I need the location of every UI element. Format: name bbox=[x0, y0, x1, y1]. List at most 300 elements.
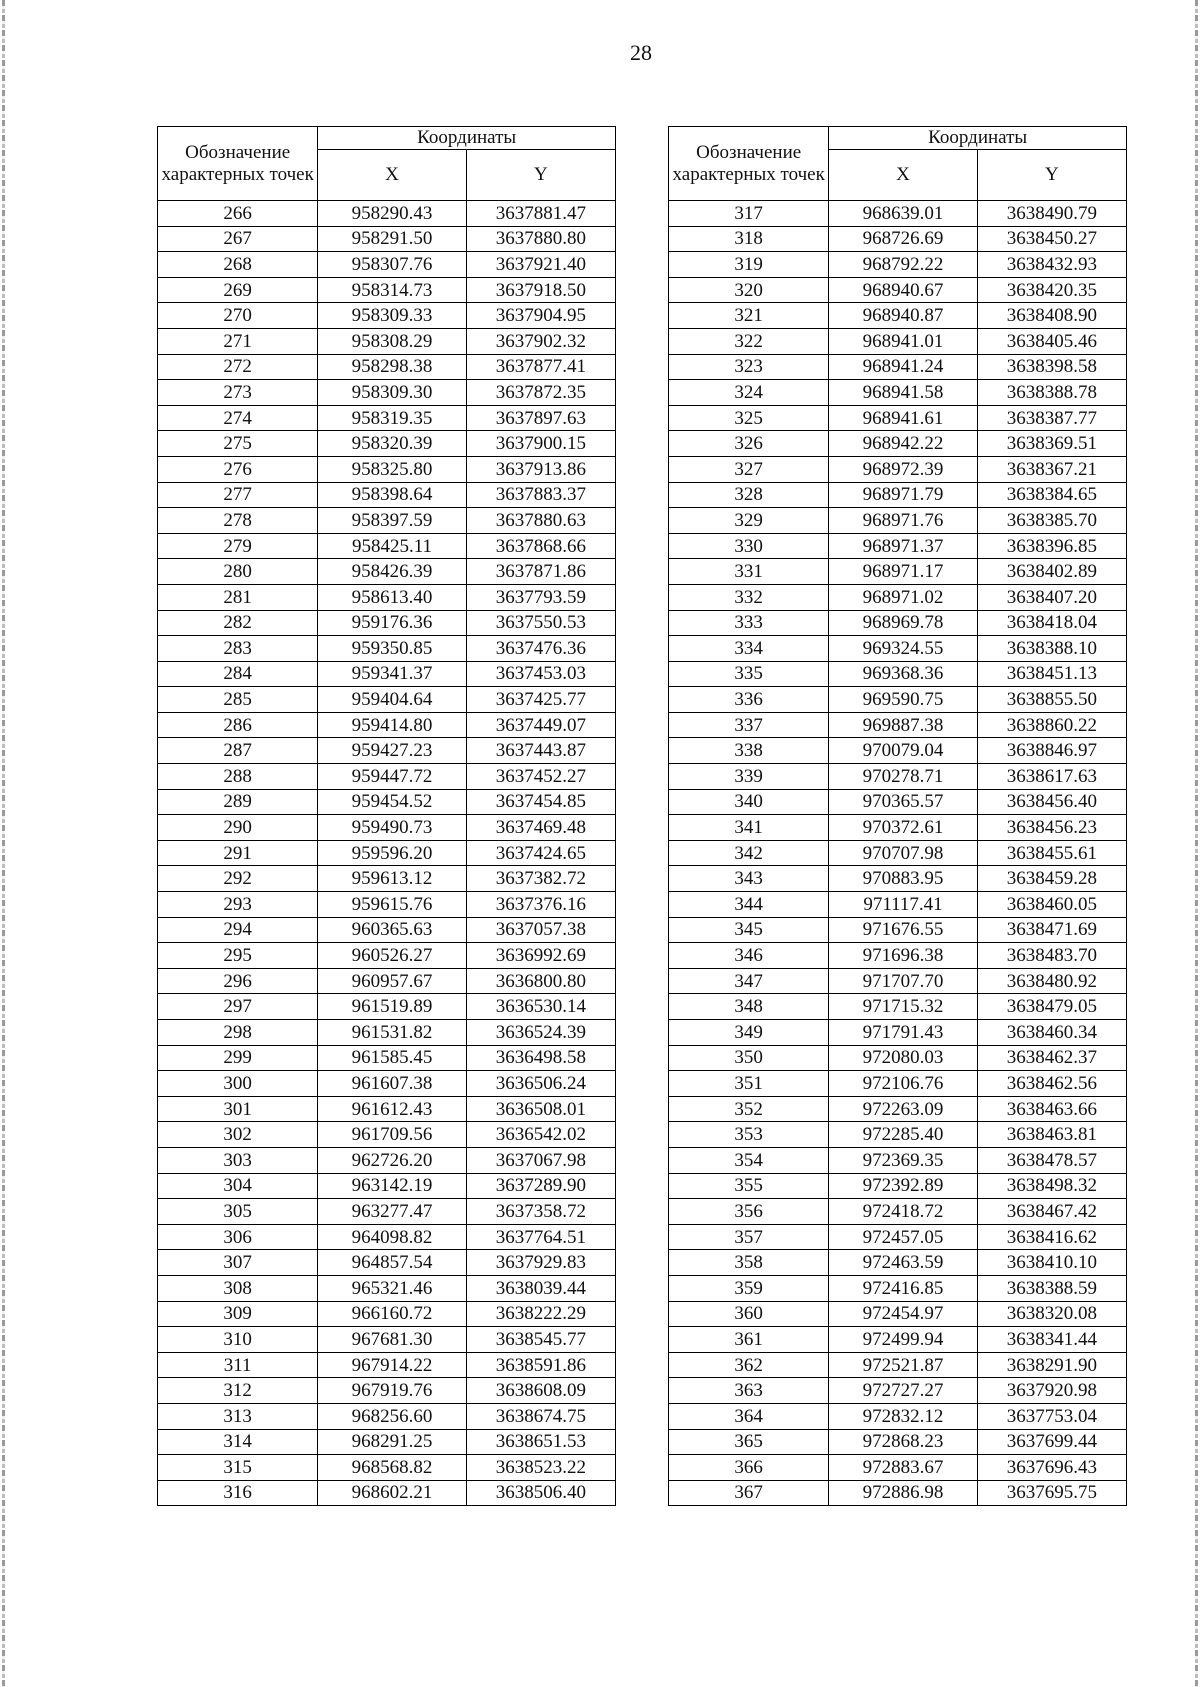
scan-edge-left bbox=[2, 0, 5, 1687]
coords-header: Координаты bbox=[829, 127, 1127, 150]
table-row bbox=[158, 1301, 616, 1327]
y-coordinate-cell: 3637696.43 bbox=[977, 1455, 1126, 1481]
y-coordinate-cell: 3638222.29 bbox=[466, 1301, 615, 1327]
y-coordinate-cell: 3637880.80 bbox=[466, 226, 615, 252]
y-coordinate-cell: 3637877.41 bbox=[466, 354, 615, 380]
table-row bbox=[158, 303, 616, 329]
x-coordinate-cell: 968568.82 bbox=[318, 1455, 466, 1481]
table-row bbox=[669, 1275, 1127, 1301]
point-id-cell: 274 bbox=[158, 405, 318, 431]
x-coordinate-cell: 959454.52 bbox=[318, 789, 466, 815]
table-row bbox=[158, 687, 616, 713]
y-coordinate-cell: 3638398.58 bbox=[977, 354, 1126, 380]
point-id-cell: 280 bbox=[158, 559, 318, 585]
table-row bbox=[158, 636, 616, 662]
y-coordinate-cell: 3637057.38 bbox=[466, 917, 615, 943]
point-header: Обозначение характерных точек bbox=[158, 127, 318, 201]
y-coordinate-cell: 3636800.80 bbox=[466, 968, 615, 994]
x-coordinate-cell: 968971.17 bbox=[829, 559, 977, 585]
point-id-cell: 349 bbox=[669, 1020, 829, 1046]
table-row bbox=[158, 943, 616, 969]
y-coordinate-cell: 3638463.66 bbox=[977, 1096, 1126, 1122]
point-id-cell: 299 bbox=[158, 1045, 318, 1071]
table-row bbox=[669, 1147, 1127, 1173]
table-row bbox=[669, 636, 1127, 662]
x-coordinate-cell: 960957.67 bbox=[318, 968, 466, 994]
x-coordinate-cell: 972499.94 bbox=[829, 1327, 977, 1353]
x-coordinate-cell: 970883.95 bbox=[829, 866, 977, 892]
table-row bbox=[158, 456, 616, 482]
y-coordinate-cell: 3638369.51 bbox=[977, 431, 1126, 457]
x-coordinate-cell: 958319.35 bbox=[318, 405, 466, 431]
point-id-cell: 345 bbox=[669, 917, 829, 943]
point-id-cell: 336 bbox=[669, 687, 829, 713]
table-row bbox=[669, 840, 1127, 866]
table-row bbox=[669, 328, 1127, 354]
x-coordinate-cell: 959596.20 bbox=[318, 840, 466, 866]
x-coordinate-cell: 968256.60 bbox=[318, 1403, 466, 1429]
x-coordinate-cell: 971696.38 bbox=[829, 943, 977, 969]
point-id-cell: 272 bbox=[158, 354, 318, 380]
point-id-cell: 267 bbox=[158, 226, 318, 252]
x-coordinate-cell: 968941.01 bbox=[829, 328, 977, 354]
y-coordinate-cell: 3637900.15 bbox=[466, 431, 615, 457]
table-row bbox=[669, 1096, 1127, 1122]
y-coordinate-cell: 3637695.75 bbox=[977, 1480, 1126, 1506]
y-coordinate-cell: 3636992.69 bbox=[466, 943, 615, 969]
table-row bbox=[158, 1352, 616, 1378]
x-coordinate-cell: 972886.98 bbox=[829, 1480, 977, 1506]
table-row bbox=[158, 968, 616, 994]
table-row bbox=[669, 1173, 1127, 1199]
y-coordinate-cell: 3637699.44 bbox=[977, 1429, 1126, 1455]
point-id-cell: 362 bbox=[669, 1352, 829, 1378]
y-coordinate-cell: 3637453.03 bbox=[466, 661, 615, 687]
table-row bbox=[158, 277, 616, 303]
x-coordinate-cell: 969887.38 bbox=[829, 712, 977, 738]
x-coordinate-cell: 968971.37 bbox=[829, 533, 977, 559]
x-header: X bbox=[829, 150, 977, 201]
x-coordinate-cell: 968940.67 bbox=[829, 277, 977, 303]
y-coordinate-cell: 3637476.36 bbox=[466, 636, 615, 662]
point-id-cell: 319 bbox=[669, 252, 829, 278]
y-coordinate-cell: 3637764.51 bbox=[466, 1224, 615, 1250]
x-coordinate-cell: 959350.85 bbox=[318, 636, 466, 662]
y-coordinate-cell: 3638462.37 bbox=[977, 1045, 1126, 1071]
y-coordinate-cell: 3637920.98 bbox=[977, 1378, 1126, 1404]
y-coordinate-cell: 3638591.86 bbox=[466, 1352, 615, 1378]
x-coordinate-cell: 960365.63 bbox=[318, 917, 466, 943]
point-id-cell: 324 bbox=[669, 380, 829, 406]
x-coordinate-cell: 972106.76 bbox=[829, 1071, 977, 1097]
y-coordinate-cell: 3637883.37 bbox=[466, 482, 615, 508]
point-id-cell: 355 bbox=[669, 1173, 829, 1199]
y-coordinate-cell: 3638523.22 bbox=[466, 1455, 615, 1481]
x-coordinate-cell: 958320.39 bbox=[318, 431, 466, 457]
y-coordinate-cell: 3637469.48 bbox=[466, 815, 615, 841]
x-coordinate-cell: 970372.61 bbox=[829, 815, 977, 841]
x-coordinate-cell: 958309.30 bbox=[318, 380, 466, 406]
y-coordinate-cell: 3638855.50 bbox=[977, 687, 1126, 713]
point-id-cell: 305 bbox=[158, 1199, 318, 1225]
table-row bbox=[669, 1122, 1127, 1148]
y-coordinate-cell: 3638367.21 bbox=[977, 456, 1126, 482]
point-header: Обозначение характерных точек bbox=[669, 127, 829, 201]
point-id-cell: 342 bbox=[669, 840, 829, 866]
point-id-cell: 346 bbox=[669, 943, 829, 969]
point-id-cell: 271 bbox=[158, 328, 318, 354]
point-id-cell: 306 bbox=[158, 1224, 318, 1250]
y-coordinate-cell: 3638456.23 bbox=[977, 815, 1126, 841]
table-row bbox=[669, 354, 1127, 380]
x-coordinate-cell: 970365.57 bbox=[829, 789, 977, 815]
x-coordinate-cell: 972454.97 bbox=[829, 1301, 977, 1327]
page-number: 28 bbox=[630, 40, 652, 65]
table-row bbox=[669, 1403, 1127, 1429]
point-id-cell: 287 bbox=[158, 738, 318, 764]
x-coordinate-cell: 963277.47 bbox=[318, 1199, 466, 1225]
table-row bbox=[669, 533, 1127, 559]
table-row bbox=[669, 431, 1127, 457]
table-body-right bbox=[669, 201, 1127, 1506]
y-coordinate-cell: 3638545.77 bbox=[466, 1327, 615, 1353]
x-coordinate-cell: 958425.11 bbox=[318, 533, 466, 559]
table-row bbox=[669, 1224, 1127, 1250]
point-id-cell: 288 bbox=[158, 764, 318, 790]
x-coordinate-cell: 958308.29 bbox=[318, 328, 466, 354]
point-id-cell: 289 bbox=[158, 789, 318, 815]
table-row bbox=[158, 994, 616, 1020]
x-coordinate-cell: 972457.05 bbox=[829, 1224, 977, 1250]
point-id-cell: 365 bbox=[669, 1429, 829, 1455]
x-coordinate-cell: 972883.67 bbox=[829, 1455, 977, 1481]
point-id-cell: 270 bbox=[158, 303, 318, 329]
point-id-cell: 307 bbox=[158, 1250, 318, 1276]
x-coordinate-cell: 972080.03 bbox=[829, 1045, 977, 1071]
y-coordinate-cell: 3638463.81 bbox=[977, 1122, 1126, 1148]
y-coordinate-cell: 3637918.50 bbox=[466, 277, 615, 303]
point-id-cell: 318 bbox=[669, 226, 829, 252]
x-coordinate-cell: 959404.64 bbox=[318, 687, 466, 713]
point-id-cell: 351 bbox=[669, 1071, 829, 1097]
table-row bbox=[158, 1096, 616, 1122]
table-row bbox=[669, 405, 1127, 431]
x-coordinate-cell: 959613.12 bbox=[318, 866, 466, 892]
y-coordinate-cell: 3636542.02 bbox=[466, 1122, 615, 1148]
table-row bbox=[158, 1122, 616, 1148]
y-header: Y bbox=[977, 150, 1126, 201]
point-id-cell: 348 bbox=[669, 994, 829, 1020]
x-coordinate-cell: 968971.02 bbox=[829, 584, 977, 610]
point-id-cell: 298 bbox=[158, 1020, 318, 1046]
table-row bbox=[158, 1199, 616, 1225]
point-id-cell: 358 bbox=[669, 1250, 829, 1276]
y-coordinate-cell: 3638320.08 bbox=[977, 1301, 1126, 1327]
coords-header: Координаты bbox=[318, 127, 616, 150]
x-coordinate-cell: 958397.59 bbox=[318, 508, 466, 534]
y-coordinate-cell: 3636508.01 bbox=[466, 1096, 615, 1122]
y-coordinate-cell: 3638651.53 bbox=[466, 1429, 615, 1455]
table-row bbox=[669, 1071, 1127, 1097]
x-coordinate-cell: 958314.73 bbox=[318, 277, 466, 303]
y-coordinate-cell: 3638385.70 bbox=[977, 508, 1126, 534]
y-coordinate-cell: 3638420.35 bbox=[977, 277, 1126, 303]
coordinates-table-left bbox=[157, 126, 616, 1506]
point-id-cell: 359 bbox=[669, 1275, 829, 1301]
y-coordinate-cell: 3638460.34 bbox=[977, 1020, 1126, 1046]
table-row bbox=[669, 1045, 1127, 1071]
point-id-cell: 367 bbox=[669, 1480, 829, 1506]
point-id-cell: 333 bbox=[669, 610, 829, 636]
point-id-cell: 303 bbox=[158, 1147, 318, 1173]
y-coordinate-cell: 3638387.77 bbox=[977, 405, 1126, 431]
point-id-cell: 284 bbox=[158, 661, 318, 687]
table-row bbox=[669, 815, 1127, 841]
x-coordinate-cell: 961709.56 bbox=[318, 1122, 466, 1148]
table-row bbox=[158, 892, 616, 918]
y-coordinate-cell: 3638479.05 bbox=[977, 994, 1126, 1020]
x-coordinate-cell: 969590.75 bbox=[829, 687, 977, 713]
table-row bbox=[158, 815, 616, 841]
y-coordinate-cell: 3637897.63 bbox=[466, 405, 615, 431]
x-coordinate-cell: 970079.04 bbox=[829, 738, 977, 764]
y-coordinate-cell: 3638490.79 bbox=[977, 201, 1126, 227]
point-id-cell: 337 bbox=[669, 712, 829, 738]
x-coordinate-cell: 968969.78 bbox=[829, 610, 977, 636]
x-coordinate-cell: 958325.80 bbox=[318, 456, 466, 482]
point-id-cell: 314 bbox=[158, 1429, 318, 1455]
point-id-cell: 321 bbox=[669, 303, 829, 329]
coordinates-table-right bbox=[668, 126, 1127, 1506]
x-coordinate-cell: 958291.50 bbox=[318, 226, 466, 252]
table-row bbox=[669, 380, 1127, 406]
y-coordinate-cell: 3638341.44 bbox=[977, 1327, 1126, 1353]
x-coordinate-cell: 972521.87 bbox=[829, 1352, 977, 1378]
y-coordinate-cell: 3638432.93 bbox=[977, 252, 1126, 278]
point-id-cell: 285 bbox=[158, 687, 318, 713]
point-id-cell: 309 bbox=[158, 1301, 318, 1327]
x-coordinate-cell: 971715.32 bbox=[829, 994, 977, 1020]
x-header: X bbox=[318, 150, 466, 201]
y-coordinate-cell: 3638450.27 bbox=[977, 226, 1126, 252]
y-coordinate-cell: 3638396.85 bbox=[977, 533, 1126, 559]
point-id-cell: 312 bbox=[158, 1378, 318, 1404]
point-id-cell: 308 bbox=[158, 1275, 318, 1301]
point-id-cell: 266 bbox=[158, 201, 318, 227]
x-coordinate-cell: 959447.72 bbox=[318, 764, 466, 790]
table-row bbox=[158, 1275, 616, 1301]
point-id-cell: 291 bbox=[158, 840, 318, 866]
point-id-cell: 322 bbox=[669, 328, 829, 354]
x-coordinate-cell: 958298.38 bbox=[318, 354, 466, 380]
table-row bbox=[158, 1173, 616, 1199]
y-coordinate-cell: 3638467.42 bbox=[977, 1199, 1126, 1225]
table-row bbox=[669, 1429, 1127, 1455]
x-coordinate-cell: 968941.24 bbox=[829, 354, 977, 380]
x-coordinate-cell: 972868.23 bbox=[829, 1429, 977, 1455]
x-coordinate-cell: 972463.59 bbox=[829, 1250, 977, 1276]
table-row bbox=[158, 712, 616, 738]
table-row bbox=[669, 892, 1127, 918]
table-row bbox=[158, 1327, 616, 1353]
y-coordinate-cell: 3638451.13 bbox=[977, 661, 1126, 687]
y-coordinate-cell: 3637424.65 bbox=[466, 840, 615, 866]
point-id-cell: 302 bbox=[158, 1122, 318, 1148]
table-row bbox=[158, 584, 616, 610]
point-id-cell: 340 bbox=[669, 789, 829, 815]
table-row bbox=[158, 1045, 616, 1071]
point-id-cell: 276 bbox=[158, 456, 318, 482]
table-row bbox=[669, 661, 1127, 687]
y-coordinate-cell: 3638410.10 bbox=[977, 1250, 1126, 1276]
y-coordinate-cell: 3638384.65 bbox=[977, 482, 1126, 508]
x-coordinate-cell: 972263.09 bbox=[829, 1096, 977, 1122]
point-id-cell: 277 bbox=[158, 482, 318, 508]
point-id-cell: 268 bbox=[158, 252, 318, 278]
table-row bbox=[669, 277, 1127, 303]
point-id-cell: 295 bbox=[158, 943, 318, 969]
point-id-cell: 304 bbox=[158, 1173, 318, 1199]
x-coordinate-cell: 971707.70 bbox=[829, 968, 977, 994]
y-coordinate-cell: 3637793.59 bbox=[466, 584, 615, 610]
table-row bbox=[158, 1480, 616, 1506]
x-coordinate-cell: 968940.87 bbox=[829, 303, 977, 329]
point-id-cell: 313 bbox=[158, 1403, 318, 1429]
y-coordinate-cell: 3637454.85 bbox=[466, 789, 615, 815]
point-id-cell: 316 bbox=[158, 1480, 318, 1506]
table-row bbox=[669, 201, 1127, 227]
point-id-cell: 269 bbox=[158, 277, 318, 303]
point-id-cell: 347 bbox=[669, 968, 829, 994]
table-body-left bbox=[158, 201, 616, 1506]
y-coordinate-cell: 3637880.63 bbox=[466, 508, 615, 534]
x-coordinate-cell: 959427.23 bbox=[318, 738, 466, 764]
y-coordinate-cell: 3638388.78 bbox=[977, 380, 1126, 406]
point-id-cell: 281 bbox=[158, 584, 318, 610]
y-coordinate-cell: 3638506.40 bbox=[466, 1480, 615, 1506]
y-coordinate-cell: 3638405.46 bbox=[977, 328, 1126, 354]
x-coordinate-cell: 958426.39 bbox=[318, 559, 466, 585]
y-coordinate-cell: 3638860.22 bbox=[977, 712, 1126, 738]
y-coordinate-cell: 3636530.14 bbox=[466, 994, 615, 1020]
table-row bbox=[669, 1327, 1127, 1353]
x-coordinate-cell: 968602.21 bbox=[318, 1480, 466, 1506]
x-coordinate-cell: 967914.22 bbox=[318, 1352, 466, 1378]
y-coordinate-cell: 3638291.90 bbox=[977, 1352, 1126, 1378]
point-id-cell: 311 bbox=[158, 1352, 318, 1378]
point-id-cell: 357 bbox=[669, 1224, 829, 1250]
table-row bbox=[669, 559, 1127, 585]
point-id-cell: 330 bbox=[669, 533, 829, 559]
x-coordinate-cell: 969324.55 bbox=[829, 636, 977, 662]
table-row bbox=[669, 789, 1127, 815]
table-row bbox=[158, 764, 616, 790]
point-id-cell: 300 bbox=[158, 1071, 318, 1097]
y-coordinate-cell: 3637902.32 bbox=[466, 328, 615, 354]
y-coordinate-cell: 3638617.63 bbox=[977, 764, 1126, 790]
table-row bbox=[669, 1301, 1127, 1327]
table-row bbox=[158, 789, 616, 815]
y-coordinate-cell: 3638483.70 bbox=[977, 943, 1126, 969]
x-coordinate-cell: 972369.35 bbox=[829, 1147, 977, 1173]
table-row bbox=[158, 1455, 616, 1481]
y-coordinate-cell: 3638416.62 bbox=[977, 1224, 1126, 1250]
point-id-cell: 356 bbox=[669, 1199, 829, 1225]
table-row bbox=[158, 252, 616, 278]
point-id-cell: 329 bbox=[669, 508, 829, 534]
point-id-cell: 290 bbox=[158, 815, 318, 841]
x-coordinate-cell: 969368.36 bbox=[829, 661, 977, 687]
y-coordinate-cell: 3638456.40 bbox=[977, 789, 1126, 815]
y-coordinate-cell: 3638674.75 bbox=[466, 1403, 615, 1429]
y-coordinate-cell: 3637881.47 bbox=[466, 201, 615, 227]
y-coordinate-cell: 3638455.61 bbox=[977, 840, 1126, 866]
table-row bbox=[669, 456, 1127, 482]
table-row bbox=[158, 354, 616, 380]
point-id-cell: 341 bbox=[669, 815, 829, 841]
y-coordinate-cell: 3637871.86 bbox=[466, 559, 615, 585]
table-row bbox=[669, 968, 1127, 994]
y-coordinate-cell: 3638408.90 bbox=[977, 303, 1126, 329]
table-row bbox=[669, 1480, 1127, 1506]
point-id-cell: 361 bbox=[669, 1327, 829, 1353]
point-id-cell: 310 bbox=[158, 1327, 318, 1353]
x-coordinate-cell: 971117.41 bbox=[829, 892, 977, 918]
table-row bbox=[669, 994, 1127, 1020]
table-row bbox=[669, 866, 1127, 892]
point-id-cell: 296 bbox=[158, 968, 318, 994]
x-coordinate-cell: 968942.22 bbox=[829, 431, 977, 457]
x-coordinate-cell: 958290.43 bbox=[318, 201, 466, 227]
point-id-cell: 320 bbox=[669, 277, 829, 303]
y-coordinate-cell: 3638418.04 bbox=[977, 610, 1126, 636]
y-coordinate-cell: 3637382.72 bbox=[466, 866, 615, 892]
table-row bbox=[158, 1403, 616, 1429]
point-id-cell: 350 bbox=[669, 1045, 829, 1071]
table-row bbox=[158, 1147, 616, 1173]
y-header: Y bbox=[466, 150, 615, 201]
y-coordinate-cell: 3636524.39 bbox=[466, 1020, 615, 1046]
x-coordinate-cell: 959414.80 bbox=[318, 712, 466, 738]
y-coordinate-cell: 3638407.20 bbox=[977, 584, 1126, 610]
y-coordinate-cell: 3638480.92 bbox=[977, 968, 1126, 994]
y-coordinate-cell: 3637425.77 bbox=[466, 687, 615, 713]
table-row bbox=[158, 738, 616, 764]
y-coordinate-cell: 3637921.40 bbox=[466, 252, 615, 278]
y-coordinate-cell: 3637913.86 bbox=[466, 456, 615, 482]
x-coordinate-cell: 965321.46 bbox=[318, 1275, 466, 1301]
point-id-cell: 292 bbox=[158, 866, 318, 892]
y-coordinate-cell: 3638471.69 bbox=[977, 917, 1126, 943]
x-coordinate-cell: 970278.71 bbox=[829, 764, 977, 790]
table-row bbox=[669, 610, 1127, 636]
table-row bbox=[158, 1020, 616, 1046]
table-row bbox=[669, 943, 1127, 969]
table-row bbox=[669, 687, 1127, 713]
y-coordinate-cell: 3637753.04 bbox=[977, 1403, 1126, 1429]
point-id-cell: 331 bbox=[669, 559, 829, 585]
y-coordinate-cell: 3636498.58 bbox=[466, 1045, 615, 1071]
y-coordinate-cell: 3637443.87 bbox=[466, 738, 615, 764]
x-coordinate-cell: 958398.64 bbox=[318, 482, 466, 508]
point-id-cell: 297 bbox=[158, 994, 318, 1020]
table-row bbox=[158, 380, 616, 406]
x-coordinate-cell: 968639.01 bbox=[829, 201, 977, 227]
x-coordinate-cell: 959490.73 bbox=[318, 815, 466, 841]
y-coordinate-cell: 3638460.05 bbox=[977, 892, 1126, 918]
point-id-cell: 339 bbox=[669, 764, 829, 790]
x-coordinate-cell: 961585.45 bbox=[318, 1045, 466, 1071]
